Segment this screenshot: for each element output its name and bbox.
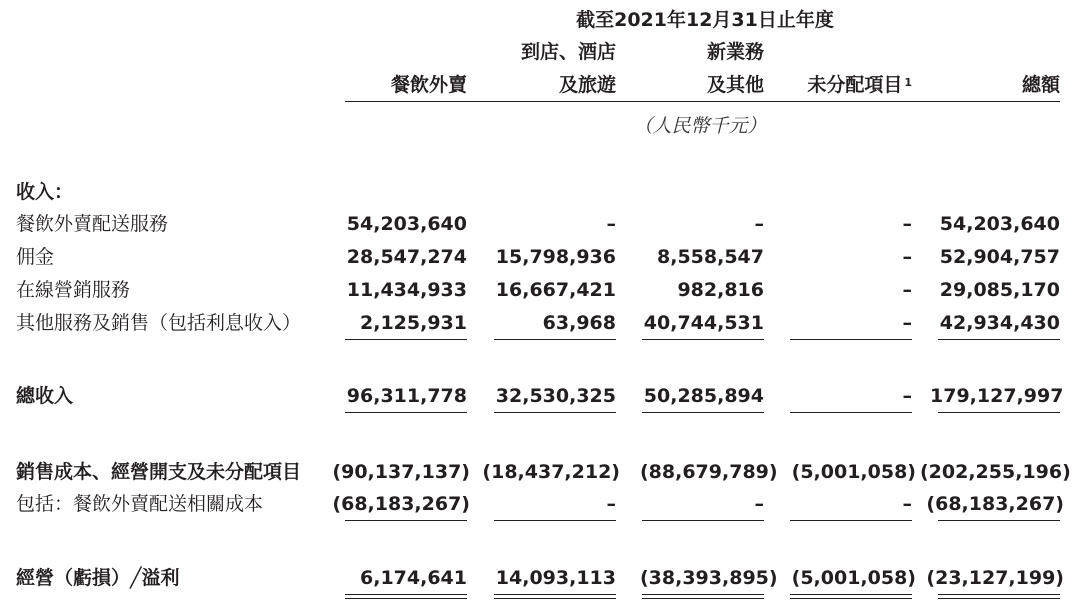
subtotal-rule — [345, 520, 467, 521]
cell: – — [754, 493, 764, 515]
double-rule — [494, 594, 616, 599]
cell: 982,816 — [677, 279, 764, 301]
cell: 28,547,274 — [346, 246, 467, 268]
header-rule — [345, 101, 1060, 102]
cell: 29,085,170 — [939, 279, 1060, 301]
subtotal-rule — [642, 339, 764, 340]
cell: 63,968 — [542, 312, 616, 334]
cell: (90,137,137) — [332, 461, 470, 483]
row-label-delivery: 餐飲外賣配送服務 — [16, 213, 169, 235]
cell: 54,203,640 — [939, 213, 1060, 235]
unit-label: （人民幣千元） — [633, 115, 767, 137]
row-label-including: 包括：餐飲外賣配送相關成本 — [16, 493, 264, 515]
double-rule — [938, 594, 1060, 599]
subtotal-rule — [494, 520, 616, 521]
footnote-marker: 1 — [904, 76, 912, 89]
cell: 11,434,933 — [346, 279, 467, 301]
cell: 40,744,531 — [643, 312, 764, 334]
double-rule — [642, 594, 764, 599]
subtotal-rule — [790, 520, 912, 521]
cell: 96,311,778 — [346, 385, 467, 407]
cell: 32,530,325 — [495, 385, 616, 407]
cell: 42,934,430 — [939, 312, 1060, 334]
col-header-new-line2: 及其他 — [706, 74, 764, 96]
cell: – — [902, 213, 912, 235]
col-header-new-line1: 新業務 — [706, 41, 764, 63]
cell: (5,001,058) — [791, 567, 916, 589]
cell: 16,667,421 — [495, 279, 616, 301]
col-header-total: 總額 — [1021, 74, 1060, 96]
cell: – — [902, 246, 912, 268]
cell: 54,203,640 — [346, 213, 467, 235]
double-rule — [790, 594, 912, 599]
cell: (68,183,267) — [332, 493, 470, 515]
total-rule — [494, 412, 616, 413]
subtotal-rule — [642, 520, 764, 521]
subtotal-rule — [938, 520, 1060, 521]
col-header-food-delivery: 餐飲外賣 — [390, 74, 467, 96]
revenue-heading: 收入： — [16, 181, 74, 203]
row-label-costs: 銷售成本、經營開支及未分配項目 — [16, 461, 302, 483]
cell: 14,093,113 — [495, 567, 616, 589]
cell: 179,127,997 — [930, 385, 1064, 407]
cell: (68,183,267) — [926, 493, 1064, 515]
row-label-total-revenue: 總收入 — [16, 385, 74, 407]
total-rule — [938, 412, 1060, 413]
total-rule — [642, 412, 764, 413]
cell: (18,437,212) — [482, 461, 620, 483]
cell: 2,125,931 — [360, 312, 467, 334]
row-label-commission: 佣金 — [16, 246, 55, 268]
subtotal-rule — [790, 339, 912, 340]
subtotal-rule — [938, 339, 1060, 340]
total-rule — [345, 412, 467, 413]
cell: 52,904,757 — [939, 246, 1060, 268]
subtotal-rule — [494, 339, 616, 340]
col-header-instore-line2: 及旅遊 — [558, 74, 616, 96]
cell: 6,174,641 — [360, 567, 467, 589]
period-header: 截至2021年12月31日止年度 — [576, 9, 834, 31]
cell: – — [606, 493, 616, 515]
cell: 15,798,936 — [495, 246, 616, 268]
row-label-operating: 經營（虧損）╱溢利 — [16, 567, 180, 589]
total-rule — [790, 412, 912, 413]
cell: – — [754, 213, 764, 235]
cell: (38,393,895) — [640, 567, 778, 589]
cell: – — [606, 213, 616, 235]
row-label-marketing: 在線營銷服務 — [16, 279, 131, 301]
cell: (5,001,058) — [791, 461, 916, 483]
double-rule — [345, 594, 467, 599]
row-label-other: 其他服務及銷售（包括利息收入） — [16, 312, 302, 334]
cell: – — [902, 493, 912, 515]
cell: – — [902, 385, 912, 407]
col-header-unallocated: 未分配項目 $^1$ — [807, 74, 912, 96]
subtotal-rule — [345, 339, 467, 340]
cell: 8,558,547 — [657, 246, 764, 268]
cell: (23,127,199) — [926, 567, 1064, 589]
col-header-instore-line1: 到店、酒店 — [520, 41, 616, 63]
cell: (88,679,789) — [640, 461, 778, 483]
cell: – — [902, 312, 912, 334]
cell: (202,255,196) — [920, 461, 1071, 483]
cell: 50,285,894 — [643, 385, 764, 407]
cell: – — [902, 279, 912, 301]
